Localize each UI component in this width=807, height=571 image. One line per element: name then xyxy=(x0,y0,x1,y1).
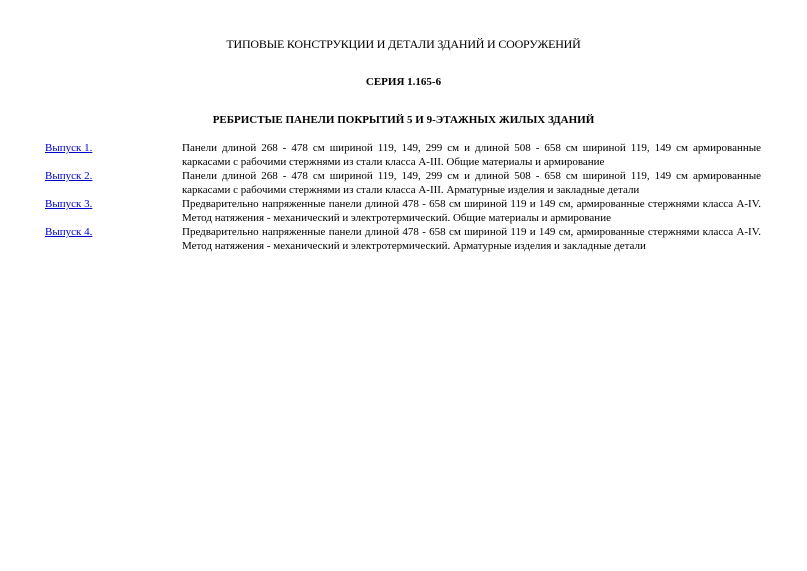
issue-link-2[interactable]: Выпуск 2. xyxy=(45,170,93,182)
issue-description-line: Панели длиной 268 - 478 см шириной 119, 149, 299 см и длиной 508 - 658 см шириной 119, 149 см армированные xyxy=(182,170,761,182)
issue-description-2 xyxy=(182,169,761,197)
document-title: ТИПОВЫЕ КОНСТРУКЦИИ И ДЕТАЛИ ЗДАНИЙ И СООРУЖЕНИЙ xyxy=(226,37,581,51)
issue-item-4 xyxy=(45,225,761,253)
issue-description-1 xyxy=(182,141,761,169)
issue-link-4[interactable]: Выпуск 4. xyxy=(45,226,93,238)
issue-description-line: Метод натяжения - механический и электротермический. Арматурные изделия и закладные детали xyxy=(182,240,646,252)
issues-list xyxy=(45,141,761,253)
issue-item-3 xyxy=(45,197,761,225)
issue-description-line: каркасами с рабочими стержнями из стали класса А-III. Арматурные изделия и закладные детали xyxy=(182,184,640,196)
issue-item-2 xyxy=(45,169,761,197)
issue-link-3[interactable]: Выпуск 3. xyxy=(45,198,93,210)
issue-link-1[interactable]: Выпуск 1. xyxy=(45,142,93,154)
issue-description-4 xyxy=(182,225,761,253)
issue-item-1 xyxy=(45,141,761,169)
series-number: СЕРИЯ 1.165-6 xyxy=(365,76,442,88)
issue-description-3 xyxy=(182,197,761,225)
issue-description-line: Предварительно напряженные панели длиной 478 - 658 см шириной 119 и 149 см, армированные стержнями класса А-IV. xyxy=(182,226,761,238)
issue-description-line: каркасами с рабочими стержнями из стали класса А-III. Общие материалы и армирование xyxy=(182,156,605,168)
document-subtitle: РЕБРИСТЫЕ ПАНЕЛИ ПОКРЫТИЙ 5 И 9-ЭТАЖНЫХ ЖИЛЫХ ЗДАНИЙ xyxy=(212,114,595,126)
issue-description-line: Панели длиной 268 - 478 см шириной 119, 149, 299 см и длиной 508 - 658 см шириной 119, 149 см армированные xyxy=(182,142,761,154)
issue-description-line: Метод натяжения - механический и электротермический. Общие материалы и армирование xyxy=(182,212,611,224)
issue-description-line: Предварительно напряженные панели длиной 478 - 658 см шириной 119 и 149 см, армированные стержнями класса А-IV. xyxy=(182,198,761,210)
